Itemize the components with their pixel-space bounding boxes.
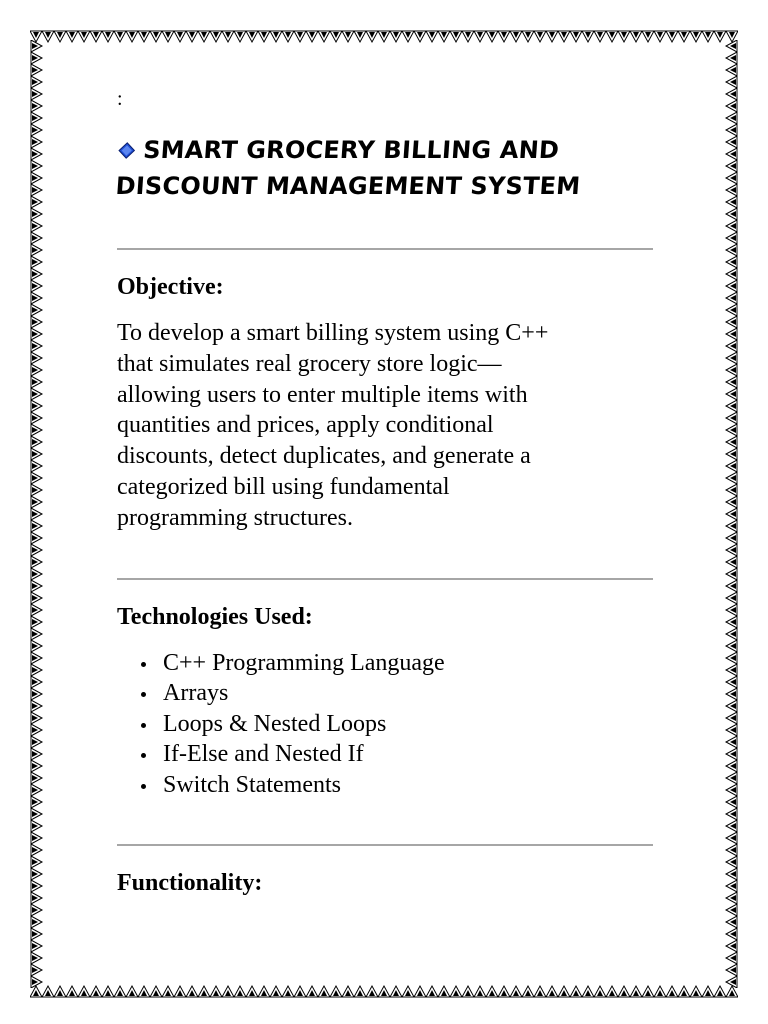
document-body xyxy=(114,86,653,898)
objective-line: allowing users to enter multiple items with xyxy=(117,381,528,408)
objective-line: To develop a smart billing system using C++ xyxy=(117,320,549,346)
section-divider xyxy=(117,248,653,250)
section-divider xyxy=(117,578,653,580)
list-item-text: C++ Programming Language xyxy=(163,649,445,676)
page-border-bottom xyxy=(30,984,738,998)
list-item-text: Switch Statements xyxy=(163,771,341,798)
objective-line: quantities and prices, apply conditional xyxy=(117,412,494,439)
bullet-icon xyxy=(141,662,146,667)
list-item-text: If-Else and Nested If xyxy=(163,741,364,768)
page-border-top xyxy=(30,30,738,44)
objective-line: discounts, detect duplicates, and generate a xyxy=(117,443,531,470)
objective-paragraph xyxy=(117,318,653,534)
title-line-1: SMART GROCERY BILLING AND xyxy=(142,136,561,164)
page-border-right xyxy=(724,40,738,988)
document-title xyxy=(114,132,655,204)
list-item xyxy=(117,739,653,770)
list-item xyxy=(117,648,653,679)
bullet-icon xyxy=(141,723,146,728)
functionality-heading: Functionality: xyxy=(117,870,263,897)
technologies-heading: Technologies Used: xyxy=(117,603,313,630)
bullet-icon xyxy=(141,784,146,789)
objective-heading: Objective: xyxy=(117,274,224,300)
title-line-2: DISCOUNT MANAGEMENT SYSTEM xyxy=(114,172,582,200)
list-item-text: Arrays xyxy=(163,680,229,707)
page-border-left xyxy=(30,40,44,988)
leading-colon: : xyxy=(117,88,123,110)
bullet-icon xyxy=(141,692,146,697)
objective-line: programming structures. xyxy=(117,504,353,531)
list-item xyxy=(117,709,653,740)
list-item xyxy=(117,770,653,801)
bullet-icon xyxy=(141,753,146,758)
list-item xyxy=(117,678,653,709)
objective-line: categorized bill using fundamental xyxy=(117,473,450,500)
objective-line: that simulates real grocery store logic— xyxy=(117,350,502,377)
blue-diamond-icon xyxy=(118,142,136,159)
list-item-text: Loops & Nested Loops xyxy=(163,710,387,737)
section-divider xyxy=(117,844,653,846)
technologies-list xyxy=(117,648,653,801)
